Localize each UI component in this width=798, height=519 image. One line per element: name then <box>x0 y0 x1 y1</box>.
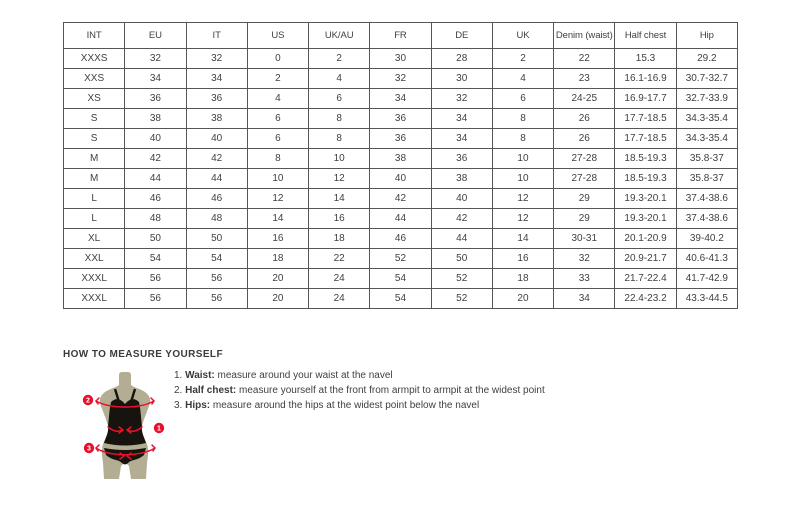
table-cell: 52 <box>431 289 492 309</box>
table-cell: 23 <box>554 69 615 89</box>
table-cell: 36 <box>370 129 431 149</box>
instruction-text: measure around the hips at the widest point below the navel <box>210 400 480 411</box>
instruction-number: 2. <box>174 385 186 396</box>
table-cell: 32.7-33.9 <box>676 89 737 109</box>
table-cell: 36 <box>370 109 431 129</box>
table-cell: S <box>64 109 125 129</box>
table-row <box>64 189 738 209</box>
table-cell: 18 <box>492 269 553 289</box>
table-cell: 37.4-38.6 <box>676 189 737 209</box>
table-cell: 22.4-23.2 <box>615 289 676 309</box>
table-cell: 16 <box>492 249 553 269</box>
table-cell: 2 <box>492 49 553 69</box>
table-cell: 12 <box>309 169 370 189</box>
column-header: UK <box>492 23 553 49</box>
table-cell: 8 <box>492 109 553 129</box>
table-cell: 56 <box>186 289 247 309</box>
table-cell: 32 <box>554 249 615 269</box>
table-cell: 52 <box>370 249 431 269</box>
table-row <box>64 209 738 229</box>
table-cell: 44 <box>370 209 431 229</box>
instruction-item <box>174 383 545 398</box>
table-cell: 50 <box>186 229 247 249</box>
table-cell: 54 <box>186 249 247 269</box>
table-cell: 17.7-18.5 <box>615 129 676 149</box>
table-cell: 18 <box>309 229 370 249</box>
table-cell: 38 <box>186 109 247 129</box>
table-cell: 30 <box>370 49 431 69</box>
table-cell: 24-25 <box>554 89 615 109</box>
instruction-number: 3. <box>174 400 186 411</box>
instruction-keyword: Hips: <box>185 400 211 411</box>
table-cell: 19.3-20.1 <box>615 189 676 209</box>
table-cell: 19.3-20.1 <box>615 209 676 229</box>
table-cell: 40 <box>431 189 492 209</box>
table-cell: 29 <box>554 189 615 209</box>
size-table-body <box>64 49 738 309</box>
table-row <box>64 109 738 129</box>
table-cell: 36 <box>186 89 247 109</box>
table-cell: 6 <box>247 109 308 129</box>
measure-instructions <box>174 368 545 413</box>
column-header: IT <box>186 23 247 49</box>
column-header: Half chest <box>615 23 676 49</box>
table-cell: 26 <box>554 129 615 149</box>
column-header: INT <box>64 23 125 49</box>
table-cell: 21.7-22.4 <box>615 269 676 289</box>
table-cell: S <box>64 129 125 149</box>
table-cell: 20 <box>247 289 308 309</box>
table-cell: 4 <box>492 69 553 89</box>
table-cell: 38 <box>125 109 186 129</box>
table-cell: 36 <box>125 89 186 109</box>
table-cell: XXL <box>64 249 125 269</box>
table-cell: 40 <box>125 129 186 149</box>
instruction-item <box>174 368 545 383</box>
table-cell: 0 <box>247 49 308 69</box>
table-cell: 42 <box>125 149 186 169</box>
table-row <box>64 149 738 169</box>
table-cell: 6 <box>309 89 370 109</box>
table-cell: 34 <box>370 89 431 109</box>
table-cell: 28 <box>431 49 492 69</box>
column-header: EU <box>125 23 186 49</box>
instruction-number: 1. <box>174 370 186 381</box>
table-cell: 42 <box>186 149 247 169</box>
size-table-head <box>64 23 738 49</box>
table-cell: 44 <box>431 229 492 249</box>
table-cell: 46 <box>186 189 247 209</box>
column-header: US <box>247 23 308 49</box>
table-cell: 48 <box>186 209 247 229</box>
table-row <box>64 269 738 289</box>
table-row <box>64 289 738 309</box>
table-cell: 54 <box>125 249 186 269</box>
measure-title: HOW TO MEASURE YOURSELF <box>63 349 223 360</box>
table-cell: 6 <box>247 129 308 149</box>
table-cell: 38 <box>431 169 492 189</box>
table-cell: 20 <box>492 289 553 309</box>
table-cell: 4 <box>309 69 370 89</box>
table-cell: 2 <box>309 49 370 69</box>
column-header: Hip <box>676 23 737 49</box>
instruction-keyword: Half chest: <box>185 385 237 396</box>
table-cell: 54 <box>370 269 431 289</box>
table-cell: L <box>64 189 125 209</box>
table-cell: 8 <box>309 129 370 149</box>
table-cell: 8 <box>309 109 370 129</box>
table-cell: 12 <box>247 189 308 209</box>
table-cell: 20.9-21.7 <box>615 249 676 269</box>
table-cell: 24 <box>309 269 370 289</box>
table-cell: 15.3 <box>615 49 676 69</box>
table-cell: 6 <box>492 89 553 109</box>
column-header: Denim (waist) <box>554 23 615 49</box>
table-header-row <box>64 23 738 49</box>
table-row <box>64 49 738 69</box>
table-cell: 50 <box>431 249 492 269</box>
table-cell: 33 <box>554 269 615 289</box>
table-cell: 32 <box>125 49 186 69</box>
size-chart-table <box>63 22 738 309</box>
table-cell: 2 <box>247 69 308 89</box>
table-cell: 18.5-19.3 <box>615 149 676 169</box>
table-cell: 34.3-35.4 <box>676 109 737 129</box>
table-cell: 35.8-37 <box>676 169 737 189</box>
table-cell: 16 <box>309 209 370 229</box>
mannequin-figure <box>78 371 172 481</box>
table-cell: 46 <box>125 189 186 209</box>
table-cell: 43.3-44.5 <box>676 289 737 309</box>
table-cell: 16.1-16.9 <box>615 69 676 89</box>
table-cell: 22 <box>554 49 615 69</box>
table-cell: 34.3-35.4 <box>676 129 737 149</box>
table-cell: 14 <box>309 189 370 209</box>
table-cell: M <box>64 149 125 169</box>
table-cell: 16 <box>247 229 308 249</box>
table-cell: 30 <box>431 69 492 89</box>
table-cell: 50 <box>125 229 186 249</box>
table-cell: 8 <box>492 129 553 149</box>
table-cell: 20 <box>247 269 308 289</box>
table-cell: 12 <box>492 189 553 209</box>
table-cell: 56 <box>125 269 186 289</box>
badge-hips-number: 3 <box>87 445 91 453</box>
table-cell: 12 <box>492 209 553 229</box>
mannequin-illustration <box>78 371 172 481</box>
table-cell: XXS <box>64 69 125 89</box>
table-cell: 41.7-42.9 <box>676 269 737 289</box>
badge-half-chest-number: 2 <box>86 397 90 405</box>
instruction-text: measure around your waist at the navel <box>214 370 393 381</box>
table-cell: XXXL <box>64 269 125 289</box>
table-cell: 32 <box>186 49 247 69</box>
table-row <box>64 69 738 89</box>
table-cell: 10 <box>247 169 308 189</box>
column-header: DE <box>431 23 492 49</box>
table-cell: 35.8-37 <box>676 149 737 169</box>
table-cell: XS <box>64 89 125 109</box>
measure-section <box>63 349 723 453</box>
table-cell: 39-40.2 <box>676 229 737 249</box>
table-cell: 42 <box>370 189 431 209</box>
table-row <box>64 249 738 269</box>
table-cell: 34 <box>431 129 492 149</box>
table-cell: 40 <box>186 129 247 149</box>
badge-waist-number: 1 <box>157 425 161 433</box>
table-cell: XXXS <box>64 49 125 69</box>
table-cell: 10 <box>309 149 370 169</box>
table-cell: M <box>64 169 125 189</box>
table-cell: 42 <box>431 209 492 229</box>
table-cell: 40.6-41.3 <box>676 249 737 269</box>
table-cell: 10 <box>492 169 553 189</box>
table-cell: 34 <box>431 109 492 129</box>
table-cell: 29.2 <box>676 49 737 69</box>
table-cell: 34 <box>186 69 247 89</box>
column-header: UK/AU <box>309 23 370 49</box>
table-cell: XL <box>64 229 125 249</box>
table-cell: 29 <box>554 209 615 229</box>
table-cell: 8 <box>247 149 308 169</box>
instruction-text: measure yourself at the front from armpit to armpit at the widest point <box>236 385 545 396</box>
table-row <box>64 229 738 249</box>
table-cell: 54 <box>370 289 431 309</box>
table-cell: 32 <box>431 89 492 109</box>
table-row <box>64 89 738 109</box>
table-cell: 40 <box>370 169 431 189</box>
table-cell: 18 <box>247 249 308 269</box>
table-cell: 4 <box>247 89 308 109</box>
table-cell: 30-31 <box>554 229 615 249</box>
table-cell: 32 <box>370 69 431 89</box>
table-cell: 14 <box>247 209 308 229</box>
table-cell: 24 <box>309 289 370 309</box>
table-cell: 14 <box>492 229 553 249</box>
table-cell: 10 <box>492 149 553 169</box>
table-cell: 30.7-32.7 <box>676 69 737 89</box>
table-cell: 20.1-20.9 <box>615 229 676 249</box>
table-cell: 26 <box>554 109 615 129</box>
table-cell: 16.9-17.7 <box>615 89 676 109</box>
table-row <box>64 169 738 189</box>
table-cell: 34 <box>125 69 186 89</box>
table-row <box>64 129 738 149</box>
instruction-keyword: Waist: <box>185 370 215 381</box>
table-cell: 37.4-38.6 <box>676 209 737 229</box>
table-cell: 44 <box>186 169 247 189</box>
instruction-item <box>174 398 545 413</box>
table-cell: 52 <box>431 269 492 289</box>
table-cell: 22 <box>309 249 370 269</box>
table-cell: 56 <box>186 269 247 289</box>
table-cell: 48 <box>125 209 186 229</box>
table-cell: 27-28 <box>554 169 615 189</box>
table-cell: 27-28 <box>554 149 615 169</box>
table-cell: 17.7-18.5 <box>615 109 676 129</box>
table-cell: 56 <box>125 289 186 309</box>
table-cell: 34 <box>554 289 615 309</box>
column-header: FR <box>370 23 431 49</box>
table-cell: XXXL <box>64 289 125 309</box>
table-cell: 36 <box>431 149 492 169</box>
table-cell: 18.5-19.3 <box>615 169 676 189</box>
table-cell: 44 <box>125 169 186 189</box>
table-cell: L <box>64 209 125 229</box>
table-cell: 38 <box>370 149 431 169</box>
table-cell: 46 <box>370 229 431 249</box>
